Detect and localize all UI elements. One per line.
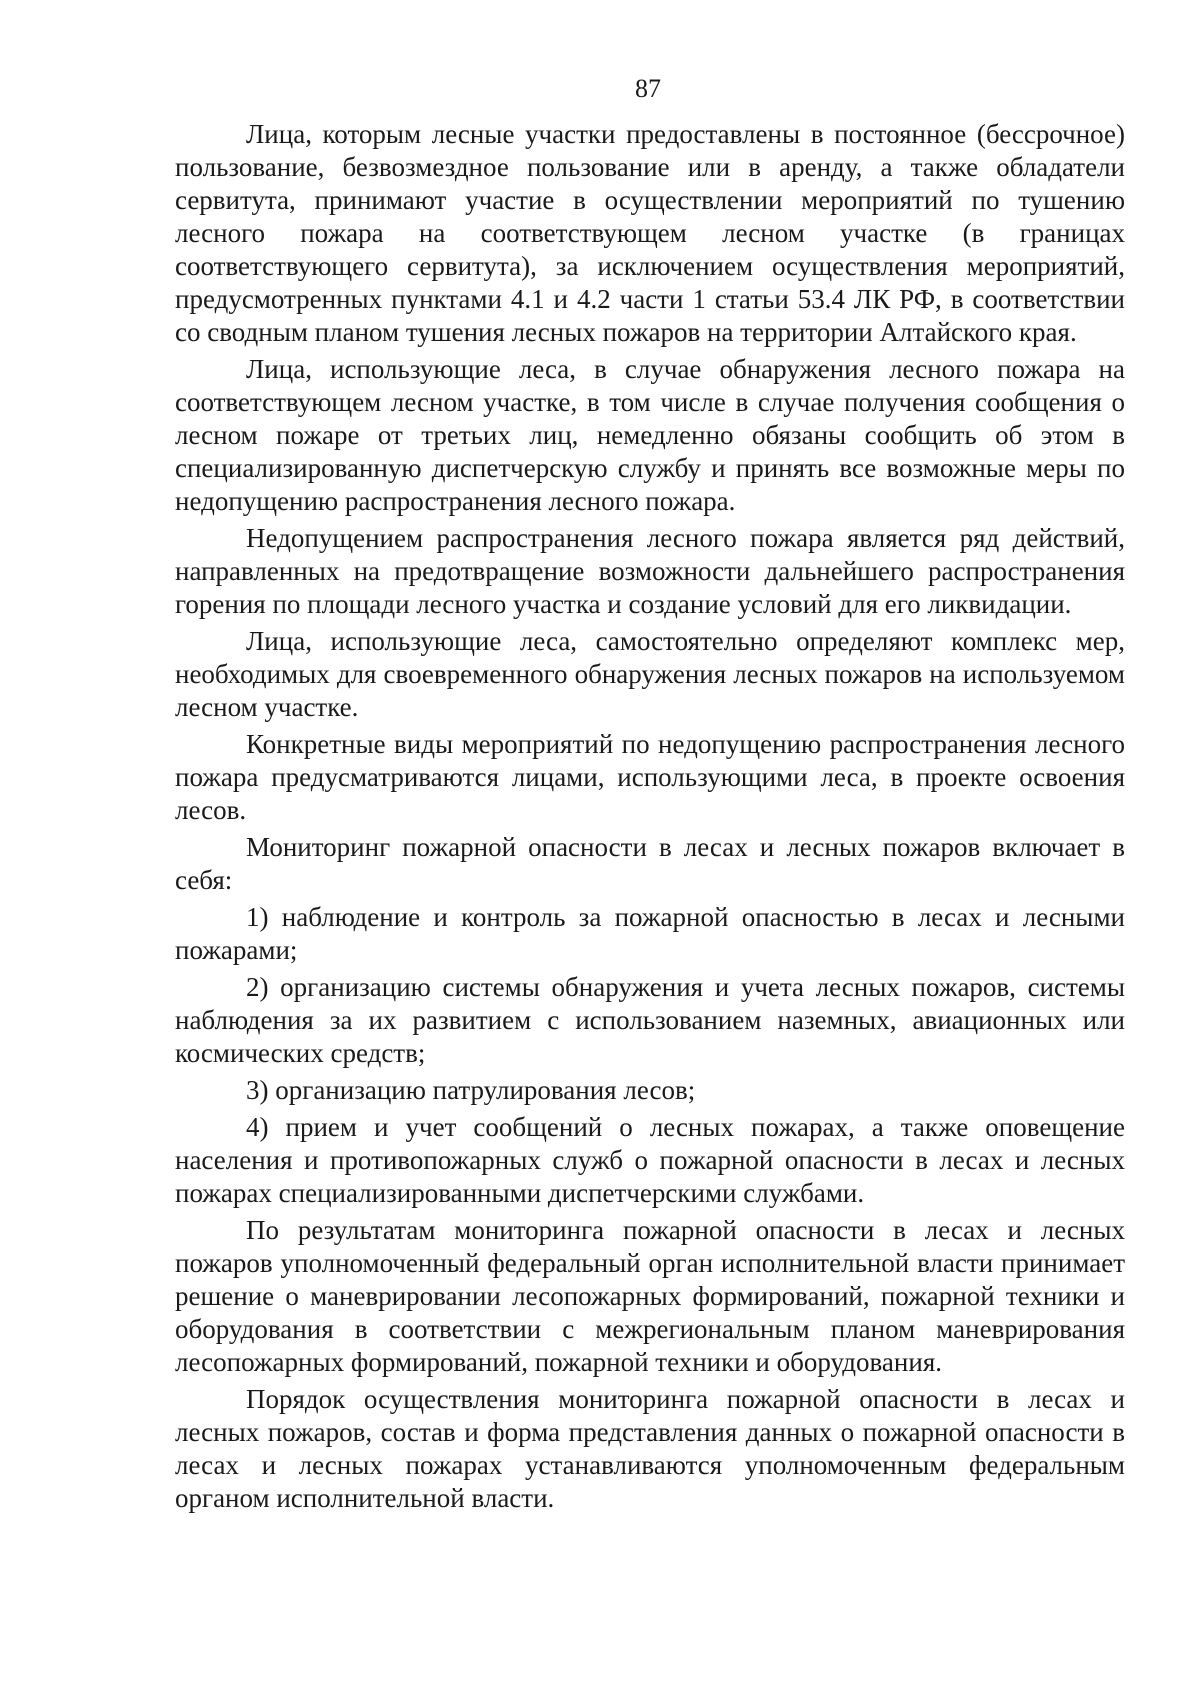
paragraph-monitoring-procedure: Порядок осуществления мониторинга пожарной опасности в лесах и лесных пожаров, состав и форма представления данных о пожарной опасности в лесах и лесных пожарах устанавливаются уполномоченным федеральным органом исполнительной власти. xyxy=(175,1384,1125,1513)
paragraph-specific-measures: Конкретные виды мероприятий по недопущению распространения лесного пожара предусматриваются лицами, использующими леса, в проекте освоения лесов. xyxy=(175,729,1125,825)
list-item-3: 3) организацию патрулирования лесов; xyxy=(246,1075,696,1105)
paragraph-maneuvering-decision: По результатам мониторинга пожарной опасности в лесах и лесных пожаров уполномоченный федеральный орган исполнительной власти принимает решение о маневрировании лесопожарных формирований, пожарной техники и оборудования в соответствии с межрегиональным планом маневрирования лесопожарных формирований, пожарной техники и оборудования. xyxy=(175,1215,1125,1377)
list-item-4: 4) прием и учет сообщений о лесных пожарах, а также оповещение населения и противопожарных служб о пожарной опасности в лесах и лесных пожарах специализированными диспетчерскими службами. xyxy=(175,1112,1125,1208)
page-number: 87 xyxy=(635,74,661,103)
paragraph-forest-users-report: Лица, использующие леса, в случае обнаружения лесного пожара на соответствующем лесном участке, в том числе в случае получения сообщения о лесном пожаре от третьих лиц, немедленно обязаны сообщить об этом в специализированную диспетчерскую службу и принять все возможные меры по недопущению распространения лесного пожара. xyxy=(175,354,1125,516)
list-item-2: 2) организацию системы обнаружения и учета лесных пожаров, системы наблюдения за их развитием с использованием наземных, авиационных или космических средств; xyxy=(175,972,1125,1068)
document-body xyxy=(175,118,1125,1515)
list-item-1: 1) наблюдение и контроль за пожарной опасностью в лесах и лесными пожарами; xyxy=(175,902,1125,965)
paragraph-detection-measures: Лица, использующие леса, самостоятельно определяют комплекс мер, необходимых для своевременного обнаружения лесных пожаров на используемом лесном участке. xyxy=(175,626,1125,722)
paragraph-monitoring-intro: Мониторинг пожарной опасности в лесах и лесных пожаров включает в себя: xyxy=(175,832,1125,895)
paragraph-spread-prevention: Недопущением распространения лесного пожара является ряд действий, направленных на предотвращение возможности дальнейшего распространения горения по площади лесного участка и создание условий для его ликвидации. xyxy=(175,523,1125,619)
paragraph-lease-holders: Лица, которым лесные участки предоставлены в постоянное (бессрочное) пользование, безвозмездное пользование или в аренду, а также обладатели сервитута, принимают участие в осуществлении мероприятий по тушению лесного пожара на соответствующем лесном участке (в границах соответствующего сервитута), за исключением осуществления мероприятий, предусмотренных пунктами 4.1 и 4.2 части 1 статьи 53.4 ЛК РФ, в соответствии со сводным планом тушения лесных пожаров на территории Алтайского края. xyxy=(175,119,1125,347)
